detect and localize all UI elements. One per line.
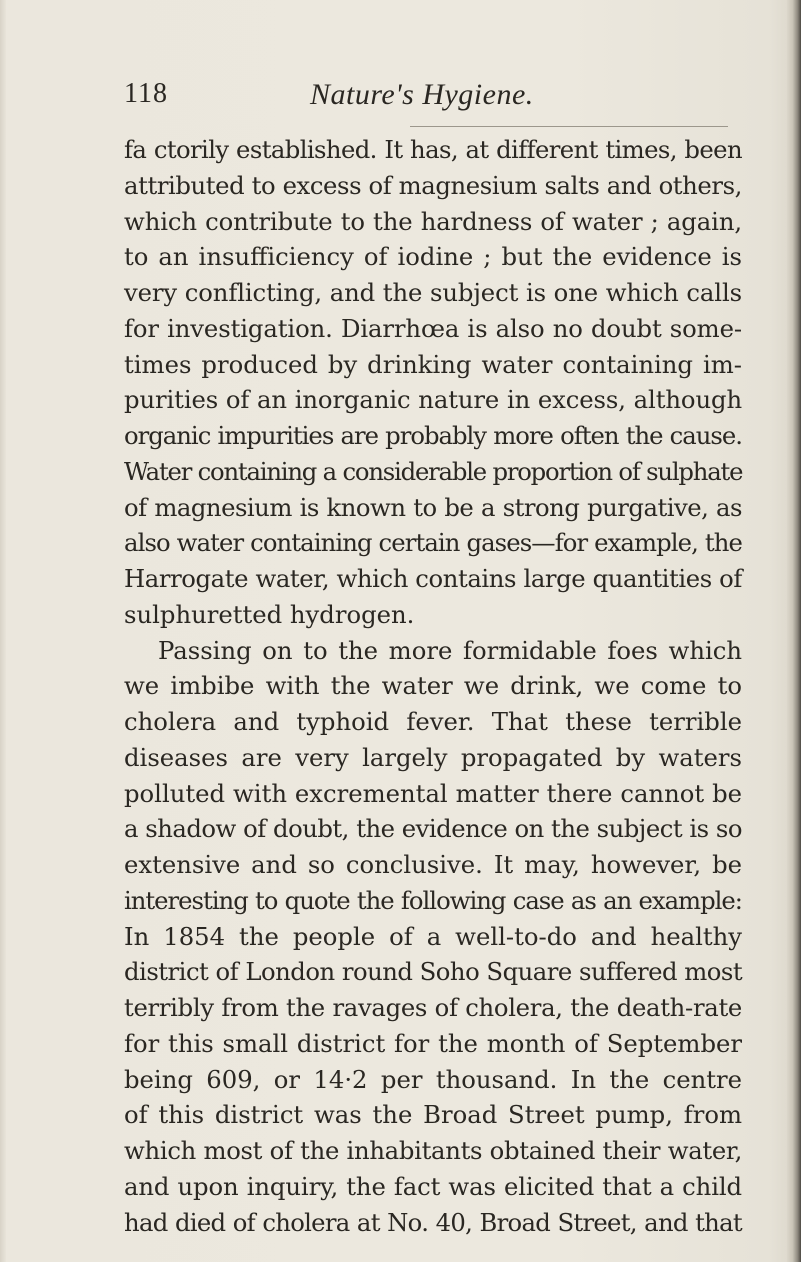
text-line: which most of the inhabitants obtained their water, [124, 1136, 742, 1165]
text-line: sulphuretted hydrogen. [124, 599, 415, 629]
text-line: of magnesium is known to be a strong purgative, as [124, 492, 742, 522]
text-line: fa ctorily established. It has, at different times, been [124, 135, 742, 164]
text-line: had died of cholera at No. 40, Broad Street, and that [124, 1207, 742, 1237]
text-line: In 1854 the people of a well-to-do and healthy [124, 921, 742, 951]
text-line: very conflicting, and the subject is one which calls [124, 278, 742, 307]
text-line: which contribute to the hardness of water ; again, [124, 206, 742, 236]
text-line: of this district was the Broad Street pump, from [124, 1100, 742, 1130]
text-line: also water containing certain gases—for example, the [124, 528, 742, 558]
text-line: Water containing a considerable proportion of sulphate [124, 456, 743, 486]
text-line: times produced by drinking water containing im- [124, 349, 742, 379]
text-line: terribly from the ravages of cholera, the death-rate [124, 993, 742, 1022]
text-line: we imbibe with the water we drink, we come to [124, 671, 742, 701]
text-line: diseases are very largely propagated by waters [124, 742, 742, 772]
text-line: interesting to quote the following case as an example: [124, 885, 742, 915]
text-line: district of London round Soho Square suffered most [124, 957, 743, 987]
body-text [124, 132, 742, 1240]
page-left-edge [0, 0, 6, 1262]
text-line: organic impurities are probably more often the cause. [124, 421, 742, 450]
text-line: Passing on to the more formidable foes which [158, 635, 742, 665]
text-line: extensive and so conclusive. It may, however, be [124, 850, 742, 879]
text-line: polluted with excremental matter there cannot be [124, 778, 742, 808]
text-line: to an insufficiency of iodine ; but the evidence is [124, 242, 742, 272]
text-line: for this small district for the month of September [124, 1028, 742, 1058]
text-line: purities of an inorganic nature in excess, although [124, 385, 742, 415]
text-line: a shadow of doubt, the evidence on the subject is so [124, 814, 742, 844]
header-rule [410, 126, 728, 127]
text-line: Harrogate water, which contains large quantities of [124, 564, 742, 593]
running-header [124, 78, 744, 118]
text-line: and upon inquiry, the fact was elicited that a child [124, 1171, 742, 1201]
running-title: Nature's Hygiene. [310, 78, 534, 111]
text-line: cholera and typhoid fever. That these terrible [124, 707, 742, 736]
text-line: for investigation. Diarrhœa is also no doubt some- [124, 313, 742, 343]
text-line: attributed to excess of magnesium salts and others, [124, 170, 742, 200]
page-number: 118 [124, 78, 168, 109]
text-line: being 609, or 14·2 per thousand. In the centre [124, 1064, 742, 1094]
page-spine-shadow [787, 0, 801, 1262]
